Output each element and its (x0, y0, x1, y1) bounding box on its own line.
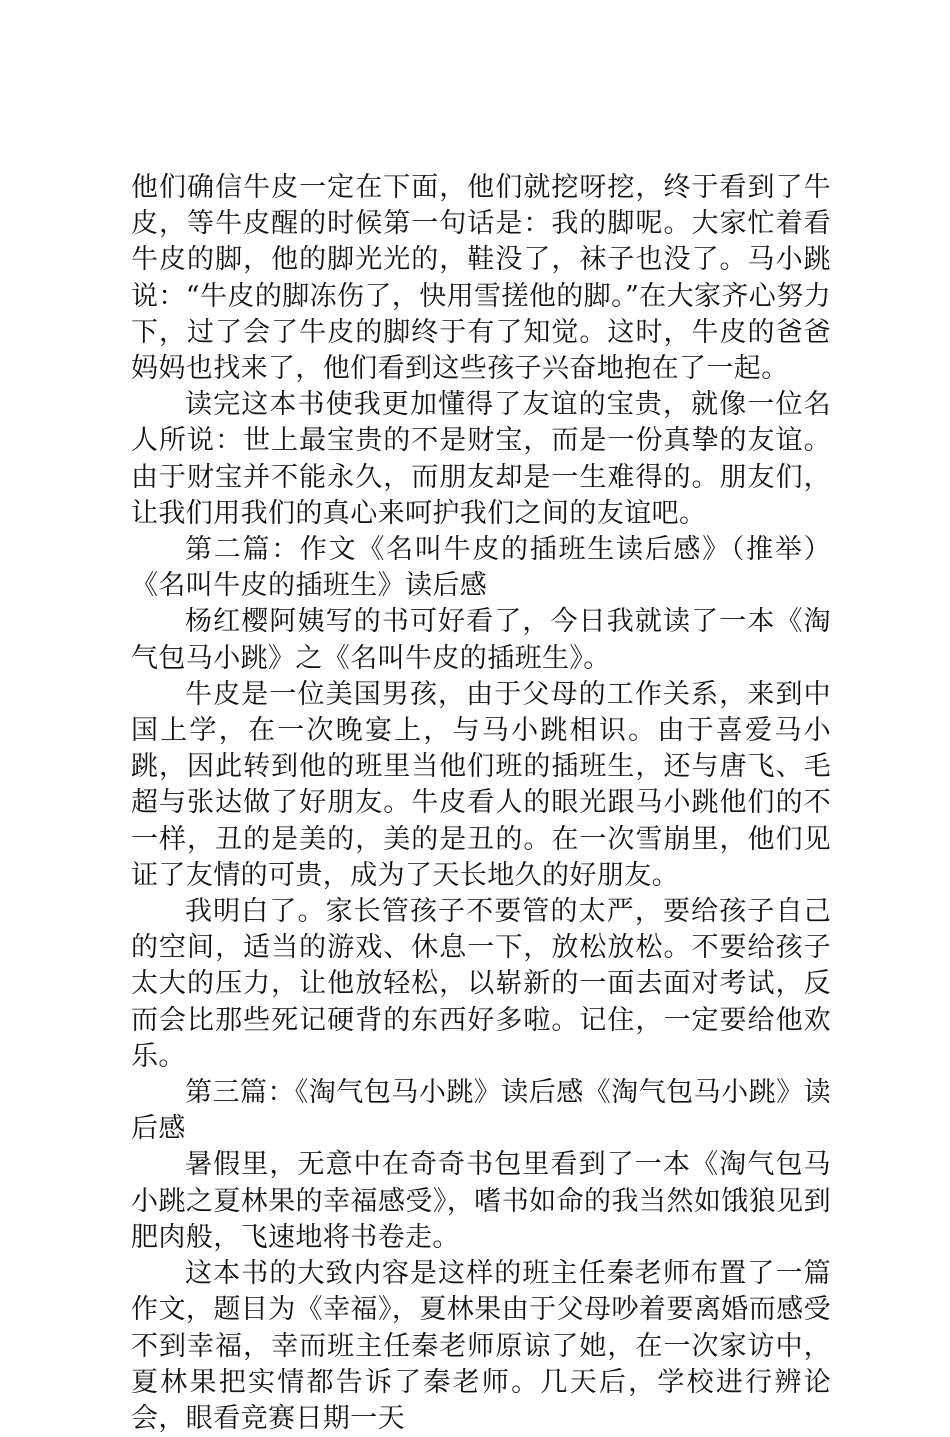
section-heading-3: 第三篇：《淘气包马小跳》读后感《淘气包马小跳》读后感 (131, 1077, 831, 1145)
paragraph-7: 这本书的大致内容是这样的班主任秦老师布置了一篇作文，题目为《幸福》，夏林果由于父母吵着要离婚而感受不到幸福，幸而班主任秦老师原谅了她，在一次家访中，夏林果把实情都告诉了秦老师。几天后，学校进行辨论会，眼看竞赛日期一天 (131, 1258, 831, 1434)
paragraph-3: 杨红樱阿姨写的书可好看了，今日我就读了一本《淘气包马小跳》之《名叫牛皮的插班生》。 (131, 606, 831, 674)
paragraph-2: 读完这本书使我更加懂得了友谊的宝贵，就像一位名人所说：世上最宝贵的不是财宝，而是一份真挚的友谊。由于财宝并不能永久，而朋友却是一生难得的。朋友们，让我们用我们的真心来呵护我们之间的友谊吧。 (131, 389, 831, 529)
document-body (131, 170, 831, 1437)
paragraph-1: 他们确信牛皮一定在下面，他们就挖呀挖，终于看到了牛皮，等牛皮醒的时候第一句话是：我的脚呢。大家忙着看牛皮的脚，他的脚光光的，鞋没了，袜子也没了。马小跳说：“牛皮的脚冻伤了，快用雪搓他的脚。”在大家齐心努力下，过了会了牛皮的脚终于有了知觉。这时，牛皮的爸爸妈妈也找来了，他们看到这些孩子兴奋地抱在了一起。 (131, 172, 831, 385)
paragraph-4: 牛皮是一位美国男孩，由于父母的工作关系，来到中国上学，在一次晚宴上，与马小跳相识。由于喜爱马小跳，因此转到他的班里当他们班的插班生，还与唐飞、毛超与张达做了好朋友。牛皮看人的眼光跟马小跳他们的不一样，丑的是美的，美的是丑的。在一次雪崩里，他们见证了友情的可贵，成为了天长地久的好朋友。 (131, 678, 831, 891)
paragraph-6: 暑假里，无意中在奇奇书包里看到了一本《淘气包马小跳之夏林果的幸福感受》，嗜书如命的我当然如饿狼见到肥肉般，飞速地将书卷走。 (131, 1149, 831, 1253)
paragraph-5: 我明白了。家长管孩子不要管的太严，要给孩子自己的空间，适当的游戏、休息一下，放松放松。不要给孩子太大的压力，让他放轻松，以崭新的一面去面对考试，反而会比那些死记硬背的东西好多啦。记住，一定要给他欢乐。 (131, 896, 831, 1072)
section-heading-2: 第二篇：作文《名叫牛皮的插班生读后感》（推举）《名叫牛皮的插班生》读后感 (131, 534, 831, 602)
